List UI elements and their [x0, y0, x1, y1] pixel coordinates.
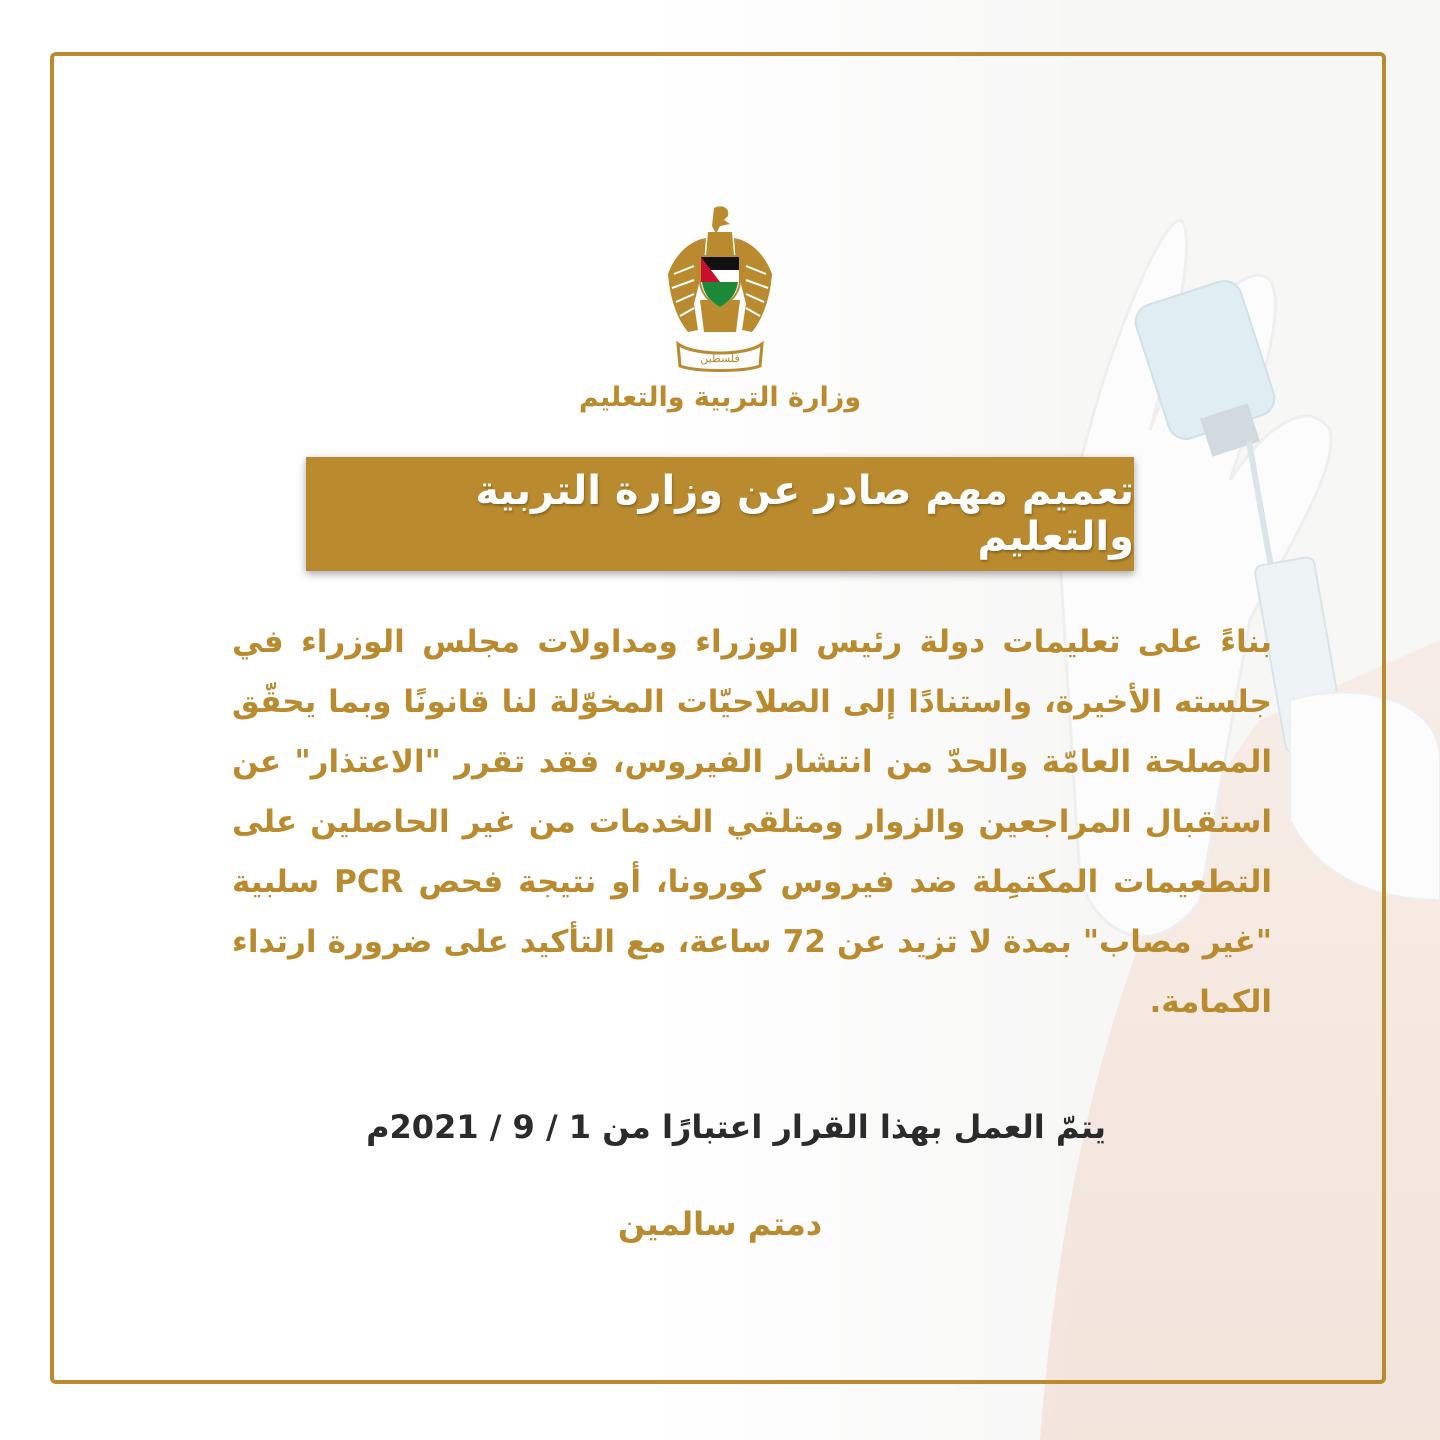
ministry-name: وزارة التربية والتعليم: [578, 382, 862, 413]
announcement-body: بناءً على تعليمات دولة رئيس الوزراء ومداولات مجلس الوزراء في جلسته الأخيرة، واستنادًا إلى الصلاحيّات المخوّلة لنا قانونًا وبما يحقّق المصلحة العامّة والحدّ من انتشار الفيروس، فقد تقرر "الاعتذار" عن استقبال المراجعين والزوار ومتلقي الخدمات من غير الحاصلين على التطعيمات المكتمِلة ضد فيروس كورونا، أو نتيجة فحص PCR سلبية "غير مصاب" بمدة لا تزيد عن 72 ساعة، مع التأكيد على ضرورة ارتداء الكمامة.: [232, 624, 1272, 1020]
effective-date-line: يتمّ العمل بهذا القرار اعتبارًا من 1 / 9 / 2021م: [366, 1108, 1106, 1146]
title-banner: [306, 457, 1134, 571]
emblem-caption: فلسطين: [700, 352, 740, 365]
closing-greeting: دمتم سالمين: [617, 1205, 823, 1243]
banner-title: تعميم مهم صادر عن وزارة التربية والتعليم: [475, 468, 1134, 560]
palestine-eagle-emblem-icon: [664, 204, 776, 372]
